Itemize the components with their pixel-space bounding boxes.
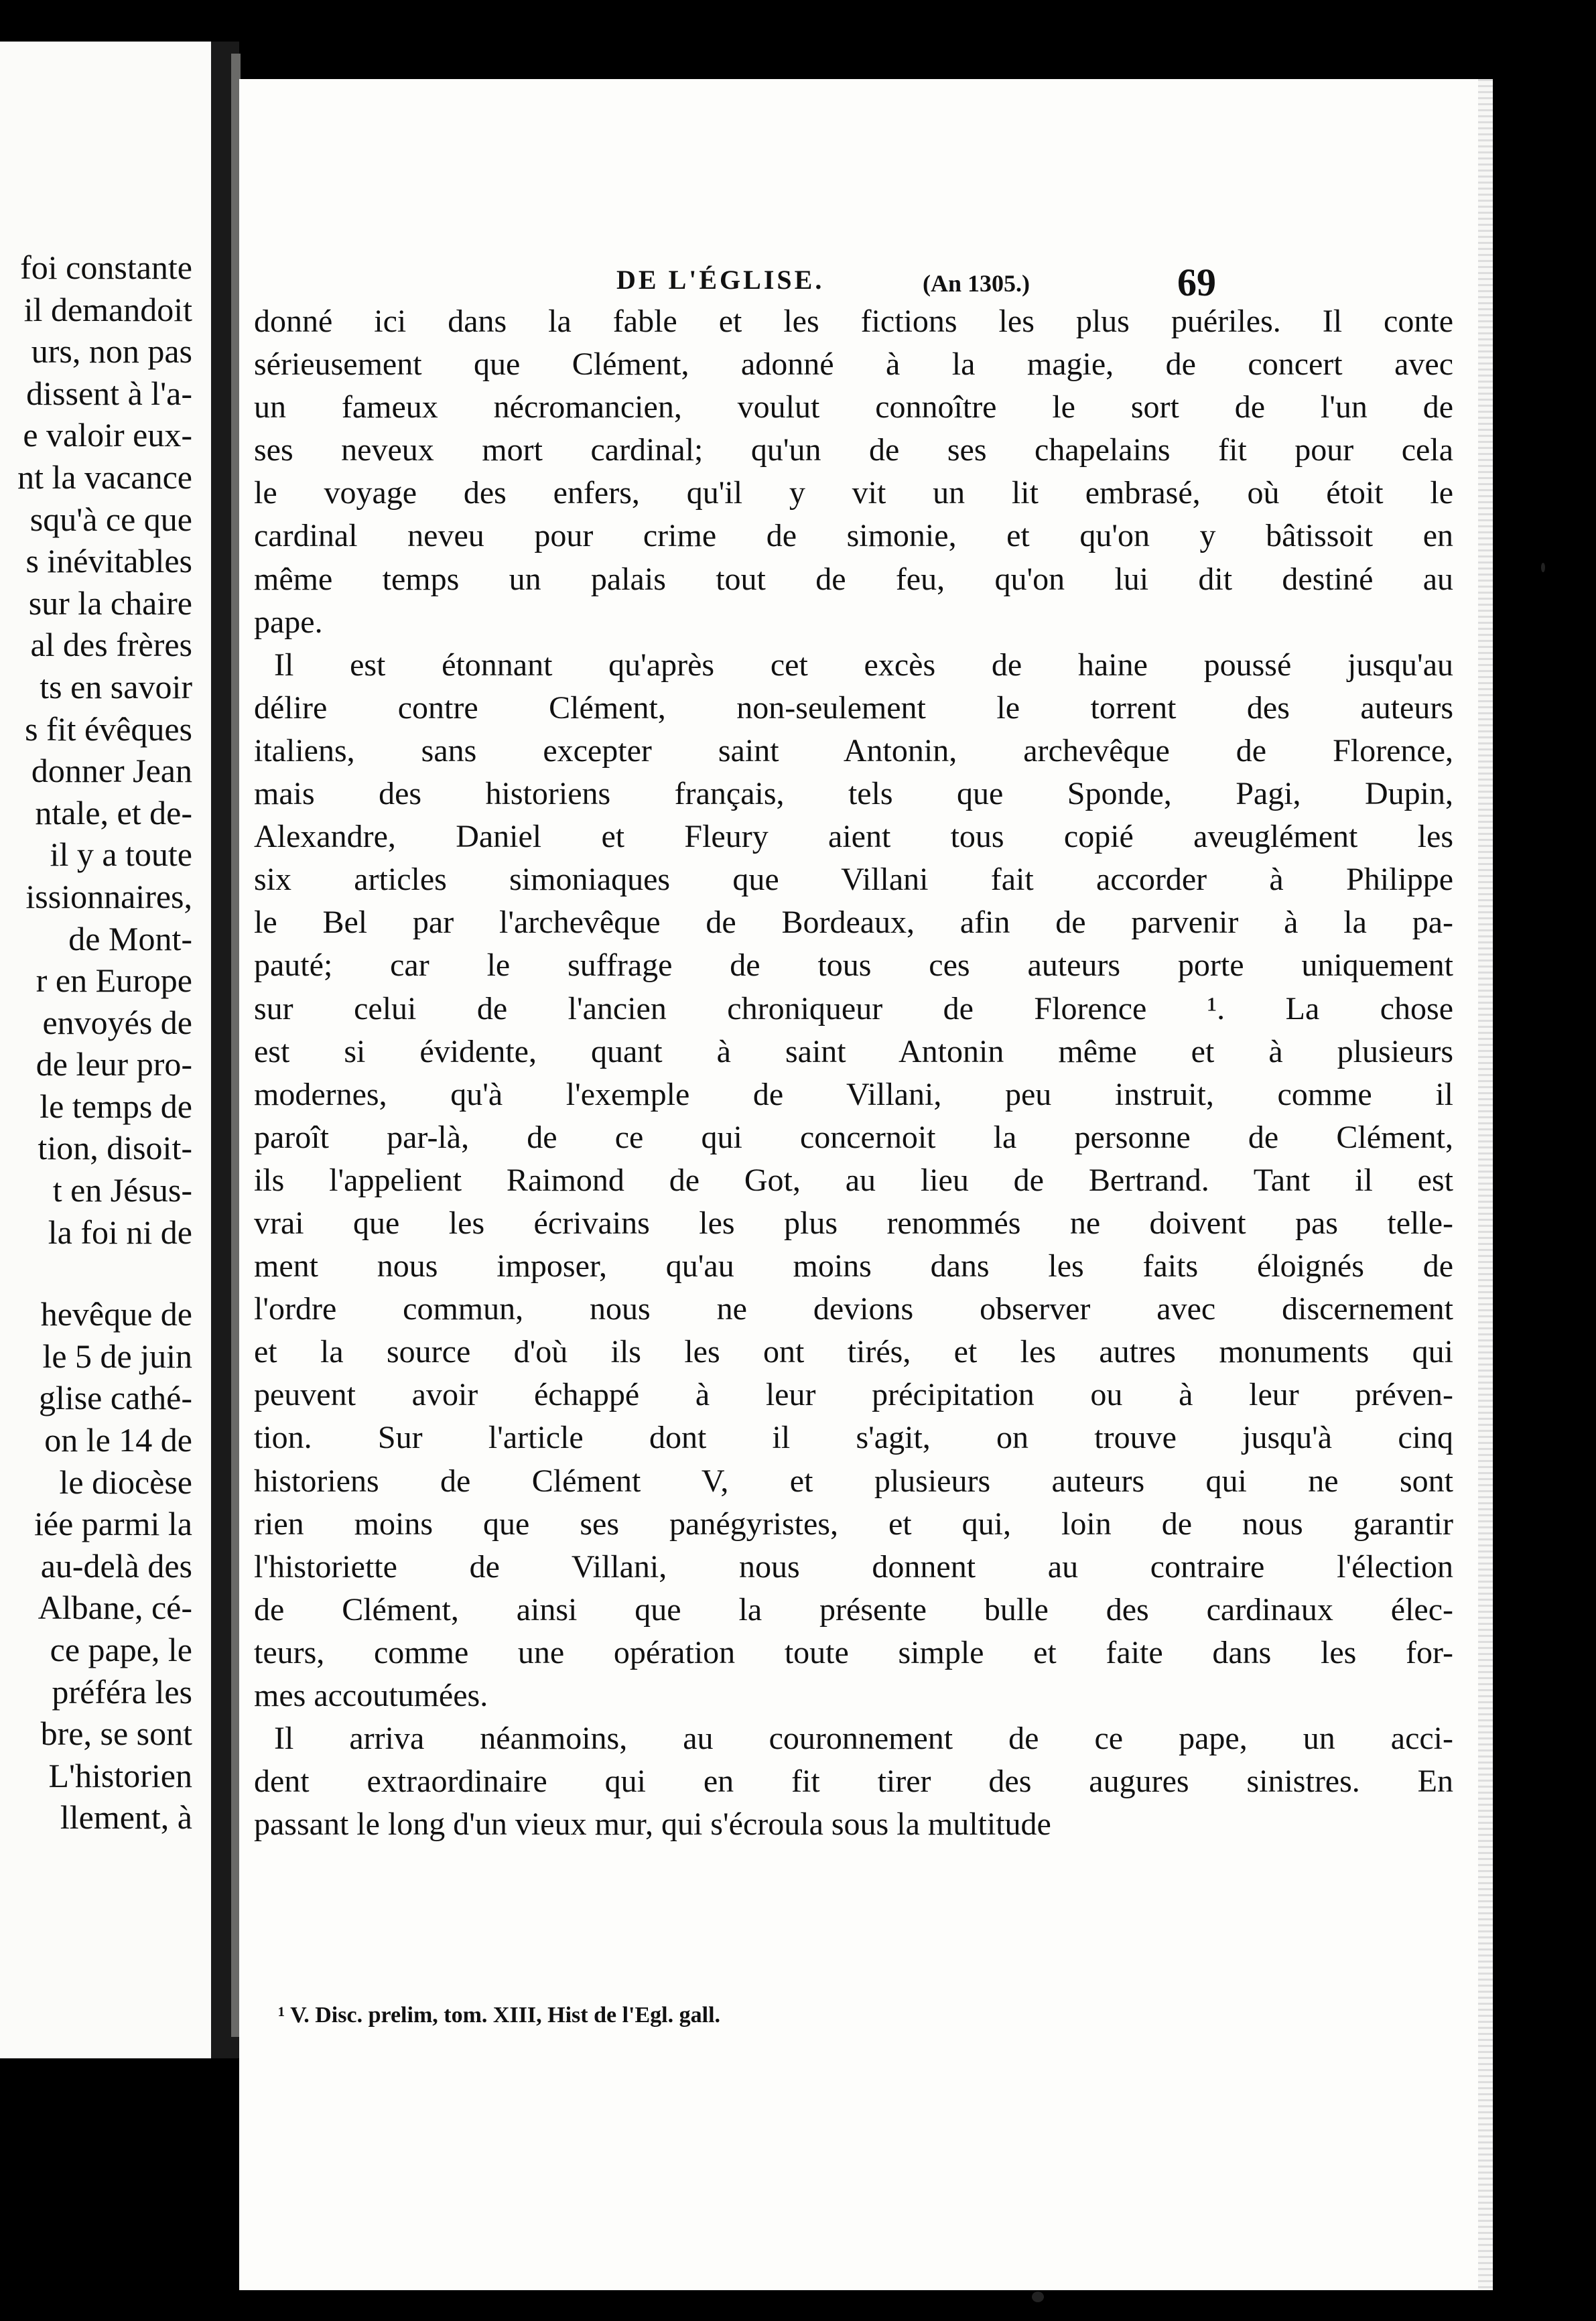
body-line: ses neveux mort cardinal; qu'un de ses chapelains fit pour cela xyxy=(254,432,1453,468)
left-page-line: t en Jésus- xyxy=(52,1171,192,1209)
body-line: rien moins que ses panégyristes, et qui, loin de nous garantir xyxy=(254,1506,1453,1542)
left-page-line: issionnaires, xyxy=(25,877,192,915)
body-line: même temps un palais tout de feu, qu'on lui dit destiné au xyxy=(254,561,1453,597)
left-page-line: le temps de xyxy=(40,1087,192,1125)
body-line: Il est étonnant qu'après cet excès de haine poussé jusqu'au xyxy=(274,647,1453,683)
footnote: ¹ V. Disc. prelim, tom. XIII, Hist de l'Egl. gall. xyxy=(278,2003,721,2028)
body-line: tion. Sur l'article dont il s'agit, on trouve jusqu'à cinq xyxy=(254,1420,1453,1456)
left-page-line: L'historien xyxy=(48,1756,192,1794)
body-line: et la source d'où ils les ont tirés, et les autres monuments qui xyxy=(254,1334,1453,1370)
body-text xyxy=(254,300,1453,1846)
left-page-line: dissent à l'a- xyxy=(26,374,192,412)
left-page-line: ts en savoir xyxy=(40,667,192,706)
left-page-line: ntale, et de- xyxy=(35,793,192,832)
body-line: dent extraordinaire qui en fit tirer des augures sinistres. En xyxy=(254,1764,1453,1800)
body-line: historiens de Clément V, et plusieurs auteurs qui ne sont xyxy=(254,1463,1453,1499)
left-page-line: tion, disoit- xyxy=(38,1129,192,1167)
left-page-line: la foi ni de xyxy=(48,1213,192,1251)
left-page-line: s fit évêques xyxy=(25,710,192,748)
left-page-line: il demandoit xyxy=(23,290,192,328)
body-line: mais des historiens français, tels que Sponde, Pagi, Dupin, xyxy=(254,776,1453,812)
scan-speck xyxy=(1032,2292,1044,2302)
left-page-line: le 5 de juin xyxy=(42,1337,192,1375)
left-page-line: s inévitables xyxy=(25,542,192,580)
left-page-line: hevêque de xyxy=(40,1295,192,1333)
left-page-line: ce pape, le xyxy=(50,1631,192,1668)
left-page-line: au-delà des xyxy=(40,1546,192,1585)
body-line: ils l'appelient Raimond de Got, au lieu de Bertrand. Tant il est xyxy=(254,1162,1453,1198)
right-page xyxy=(239,79,1492,2290)
left-page-line: e valoir eux- xyxy=(23,416,192,454)
body-line: vrai que les écrivains les plus renommés ne doivent pas telle- xyxy=(254,1205,1453,1241)
left-page-line: donner Jean xyxy=(31,752,192,790)
body-line: est si évidente, quant à saint Antonin même et à plusieurs xyxy=(254,1033,1453,1069)
scan-speck xyxy=(1541,563,1545,572)
left-page-line: préféra les xyxy=(52,1672,192,1711)
body-line: sur celui de l'ancien chroniqueur de Florence ¹. La chose xyxy=(254,990,1453,1026)
left-page-line: envoyés de xyxy=(42,1003,192,1041)
body-line: italiens, sans excepter saint Antonin, archevêque de Florence, xyxy=(254,732,1453,769)
left-page-line: nt la vacance xyxy=(17,458,192,496)
body-line: un fameux nécromancien, voulut connoître le sort de l'un de xyxy=(254,389,1453,425)
body-line: paroît par-là, de ce qui concernoit la personne de Clément, xyxy=(254,1119,1453,1155)
left-page-line: le diocèse xyxy=(59,1463,192,1501)
body-line: passant le long d'un vieux mur, qui s'écroula sous la multitude xyxy=(254,1806,1051,1843)
left-page-line: de leur pro- xyxy=(36,1045,192,1083)
left-page-text xyxy=(0,247,192,1839)
body-line: l'ordre commun, nous ne devions observer avec discernement xyxy=(254,1291,1453,1327)
left-facing-page xyxy=(0,42,211,2058)
left-page-line: al des frères xyxy=(30,626,192,664)
left-page-line: llement, à xyxy=(60,1798,192,1837)
body-line: Alexandre, Daniel et Fleury aient tous copié aveuglément les xyxy=(254,819,1453,855)
left-page-line: Albane, cé- xyxy=(38,1589,192,1627)
left-page-line: sur la chaire xyxy=(28,584,192,622)
body-line: peuvent avoir échappé à leur précipitation ou à leur préven- xyxy=(254,1377,1453,1413)
body-line: donné ici dans la fable et les fictions les plus puériles. Il conte xyxy=(254,304,1453,339)
body-line: pape. xyxy=(254,604,323,640)
left-page-line: foi constante xyxy=(20,249,192,286)
body-line: pauté; car le suffrage de tous ces auteurs porte uniquement xyxy=(254,947,1453,984)
left-page-line: squ'à ce que xyxy=(29,500,192,538)
body-line: teurs, comme une opération toute simple et faite dans les for- xyxy=(254,1634,1453,1670)
left-page-line: on le 14 de xyxy=(44,1421,192,1459)
body-line: Il arriva néanmoins, au couronnement de ce pape, un acci- xyxy=(274,1721,1453,1757)
body-line: six articles simoniaques que Villani fait accorder à Philippe xyxy=(254,862,1453,898)
body-line: cardinal neveu pour crime de simonie, et qu'on y bâtissoit en xyxy=(254,518,1453,554)
body-line: sérieusement que Clément, adonné à la magie, de concert avec xyxy=(254,346,1453,383)
body-line: l'historiette de Villani, nous donnent au contraire l'élection xyxy=(254,1548,1453,1585)
body-line: le voyage des enfers, qu'il y vit un lit embrasé, où étoit le xyxy=(254,475,1453,511)
body-line: ment nous imposer, qu'au moins dans les faits éloignés de xyxy=(254,1248,1453,1284)
left-page-gap xyxy=(0,1253,192,1293)
body-line: de Clément, ainsi que la présente bulle des cardinaux élec- xyxy=(254,1591,1453,1628)
left-page-line: r en Europe xyxy=(36,961,192,1000)
body-line: délire contre Clément, non-seulement le torrent des auteurs xyxy=(254,689,1453,726)
left-page-line: urs, non pas xyxy=(31,332,192,371)
left-page-line: glise cathé- xyxy=(38,1379,192,1417)
left-page-line: il y a toute xyxy=(50,836,192,874)
left-page-line: de Mont- xyxy=(68,919,192,957)
page-number: 69 xyxy=(1177,261,1216,304)
running-head-title: DE L'ÉGLISE. xyxy=(616,265,825,295)
running-head-year: (An 1305.) xyxy=(923,270,1030,297)
running-head xyxy=(239,260,1492,304)
body-line: le Bel par l'archevêque de Bordeaux, afin de parvenir à la pa- xyxy=(254,905,1453,941)
body-line: mes accoutumées. xyxy=(254,1678,488,1713)
left-page-line: iée parmi la xyxy=(34,1505,192,1543)
left-page-line: bre, se sont xyxy=(40,1715,192,1753)
body-line: modernes, qu'à l'exemple de Villani, peu instruit, comme il xyxy=(254,1076,1453,1112)
page-fore-edge xyxy=(1478,79,1493,2290)
